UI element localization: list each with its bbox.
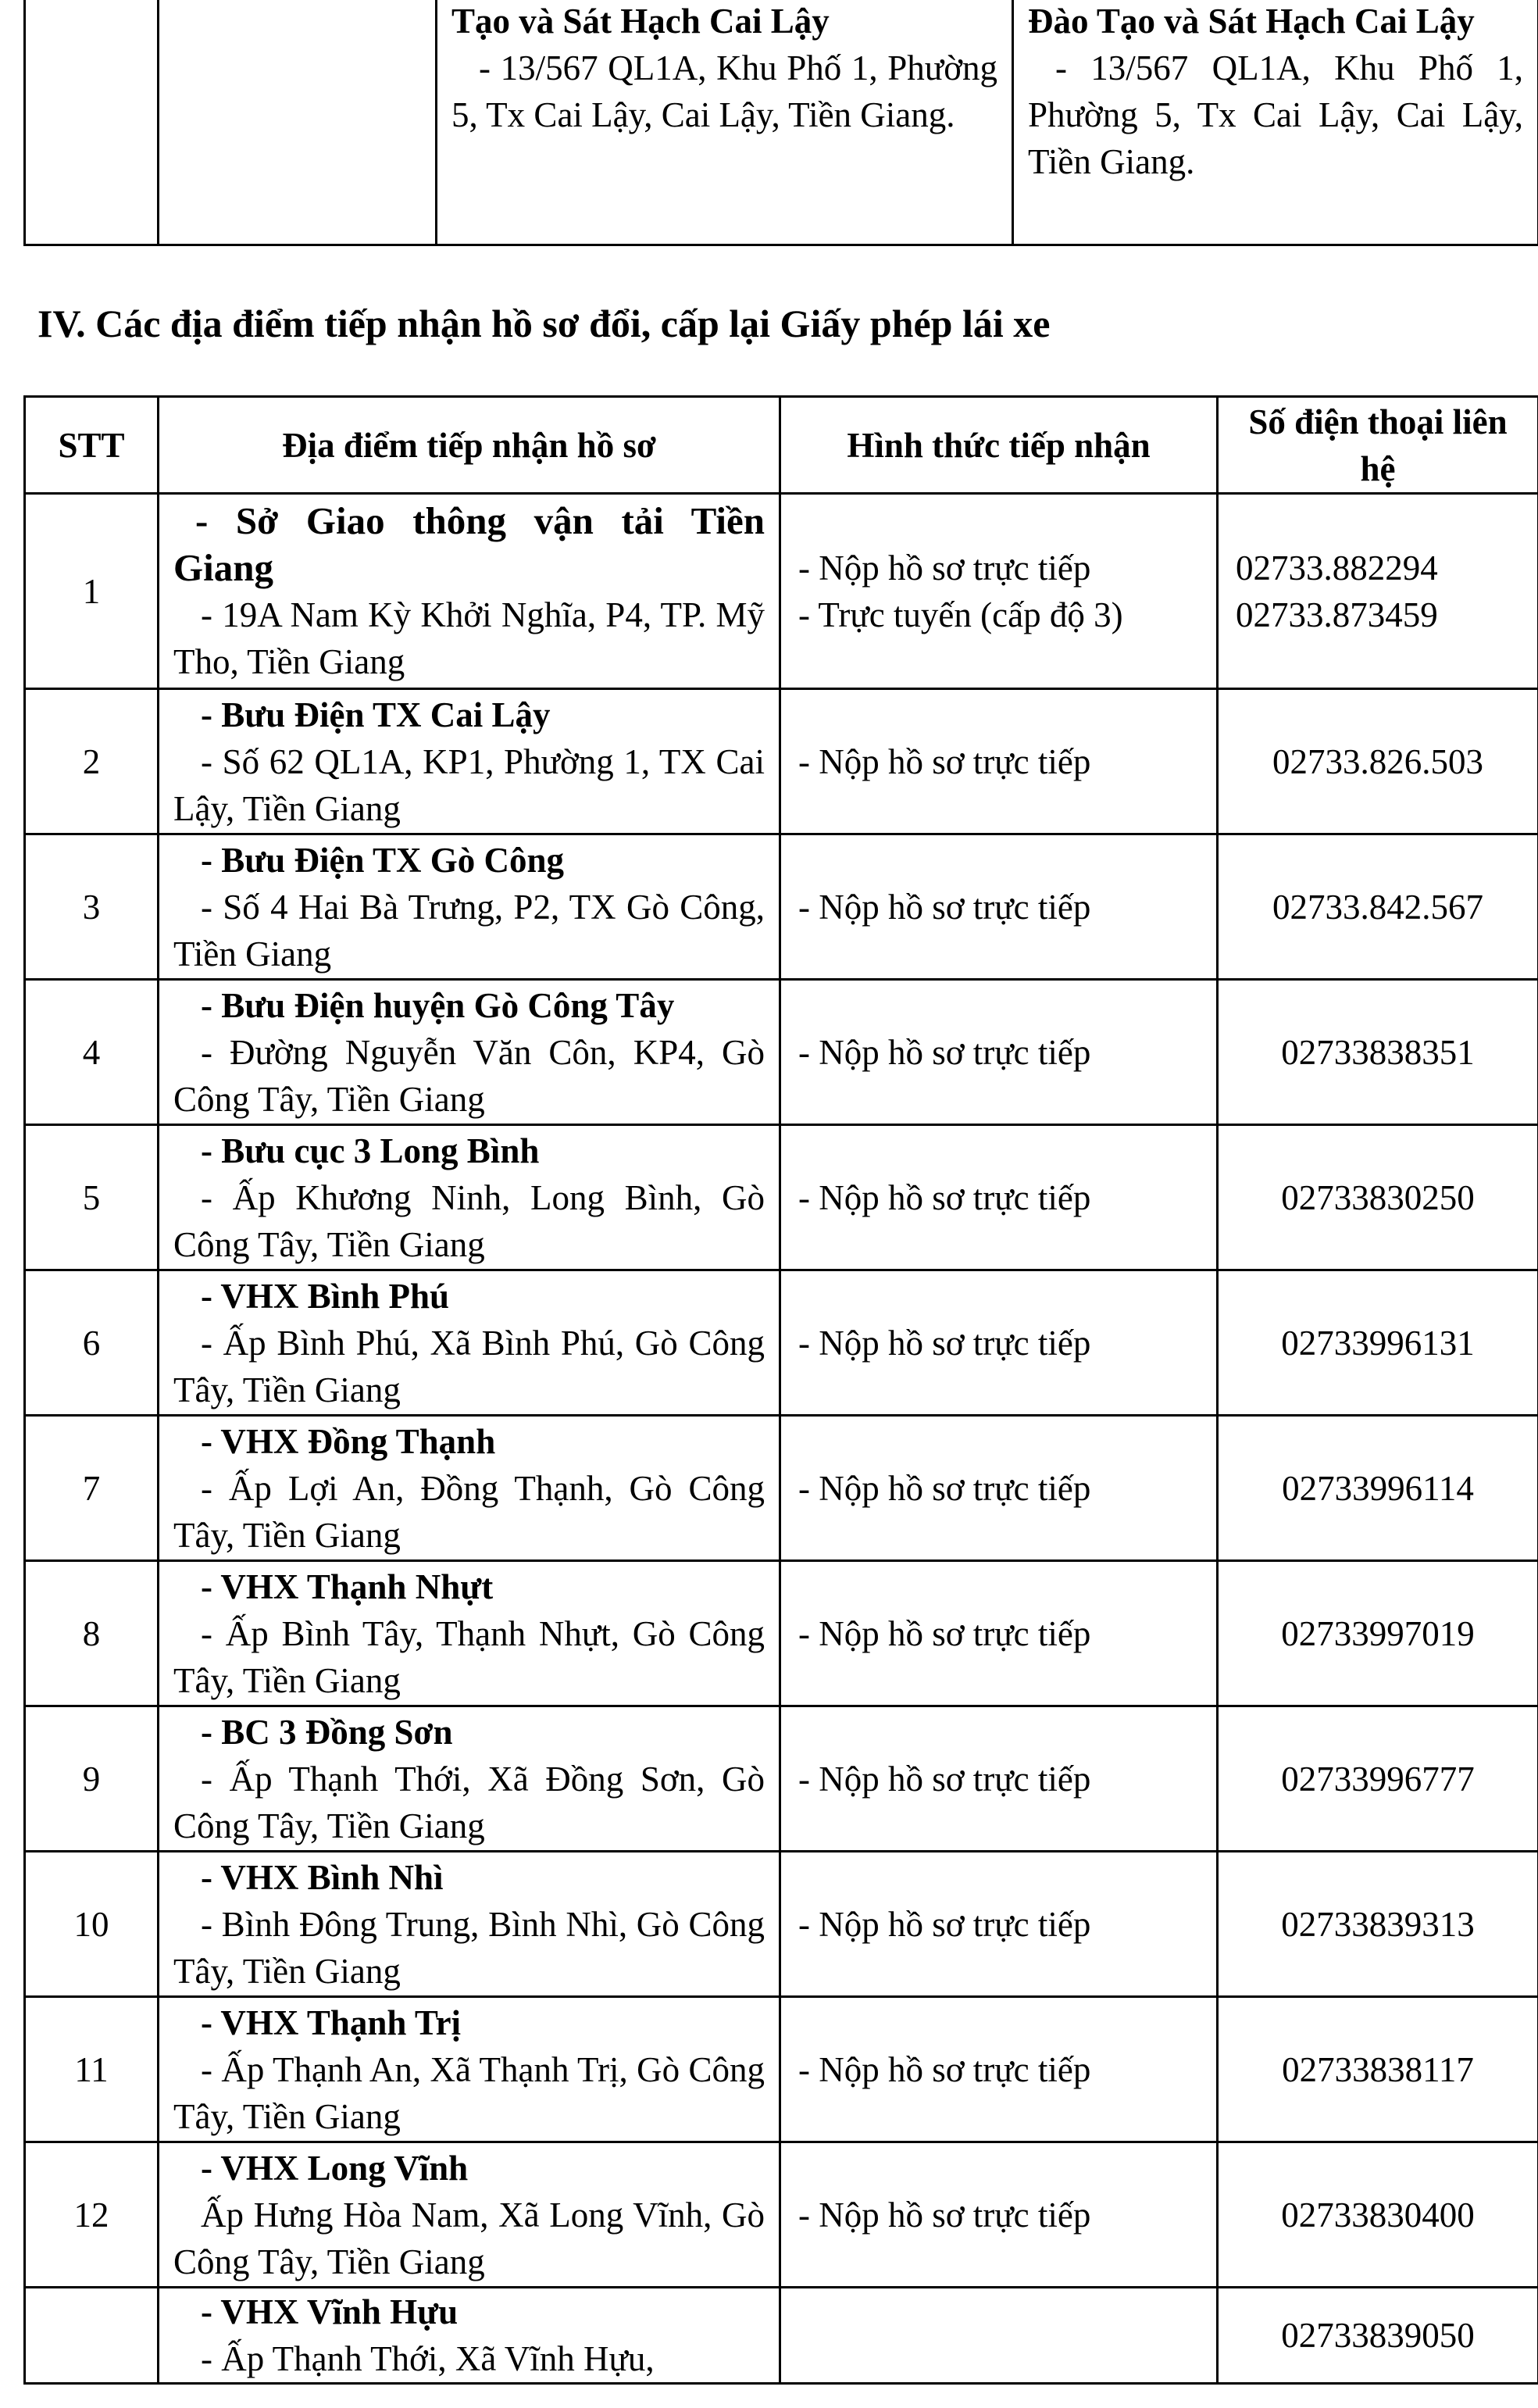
table-row — [25, 1706, 1538, 1852]
location-address: - Ấp Bình Phú, Xã Bình Phú, Gò Công Tây, Tiền Giang — [173, 1323, 765, 1409]
phone-number: 02733.882294 — [1236, 548, 1438, 588]
form-item: - Nộp hồ sơ trực tiếp — [798, 741, 1091, 781]
header-location: Địa điểm tiếp nhận hồ sơ — [159, 397, 780, 494]
cell-stt: 1 — [25, 494, 159, 689]
location-address: - Bình Đông Trung, Bình Nhì, Gò Công Tây, Tiền Giang — [173, 1904, 765, 1991]
location-name: - Bưu cục 3 Long Bình — [201, 1131, 540, 1170]
header-form: Hình thức tiếp nhận — [780, 397, 1218, 494]
table-row — [25, 1270, 1538, 1416]
cell-form — [780, 2142, 1218, 2288]
cell-stt: 9 — [25, 1706, 159, 1852]
phone-number: 02733838351 — [1281, 1032, 1475, 1072]
cell-form — [780, 494, 1218, 689]
cell-stt — [25, 2288, 159, 2384]
cell-location — [159, 2288, 780, 2384]
cell-phone — [1218, 1416, 1538, 1561]
cell-location — [159, 1270, 780, 1416]
cell-location — [159, 1125, 780, 1270]
cell-stt: 3 — [25, 834, 159, 980]
cell-location — [159, 1561, 780, 1706]
cell-phone — [1218, 834, 1538, 980]
form-item: - Nộp hồ sơ trực tiếp — [798, 1032, 1091, 1072]
header-stt: STT — [25, 397, 159, 494]
phone-number: 02733.842.567 — [1272, 887, 1483, 927]
location-name: - Bưu Điện TX Cai Lậy — [201, 695, 551, 734]
form-item: - Nộp hồ sơ trực tiếp — [798, 548, 1091, 588]
location-name: - VHX Thạnh Nhựt — [201, 1567, 494, 1606]
location-address: - Đường Nguyễn Văn Côn, KP4, Gò Công Tây, Tiền Giang — [173, 1032, 765, 1119]
cell-phone — [1218, 2288, 1538, 2384]
cell-phone — [1218, 2142, 1538, 2288]
cell-stt: 4 — [25, 980, 159, 1125]
cell-phone — [1218, 1270, 1538, 1416]
cell-phone — [1218, 689, 1538, 834]
header-phone: Số điện thoại liên hệ — [1218, 397, 1538, 494]
phone-number: 02733996777 — [1281, 1759, 1475, 1799]
prev-col3-title: Tạo và Sát Hạch Cai Lậy — [451, 2, 830, 41]
phone-number: 02733.873459 — [1236, 595, 1438, 634]
phone-number: 02733996114 — [1282, 1468, 1474, 1508]
phone-number: 02733996131 — [1281, 1323, 1475, 1363]
cell-location — [159, 1416, 780, 1561]
cell-location — [159, 689, 780, 834]
cell-form — [780, 1997, 1218, 2142]
location-name: - Bưu Điện TX Gò Công — [201, 840, 565, 880]
cell-phone — [1218, 1706, 1538, 1852]
cell-form — [780, 834, 1218, 980]
previous-table-fragment — [23, 0, 1538, 246]
table-row — [25, 1125, 1538, 1270]
cell-phone — [1218, 1997, 1538, 2142]
prev-col4-address: - 13/567 QL1A, Khu Phố 1, Phường 5, Tx Cai Lậy, Cai Lậy, Tiền Giang. — [1028, 48, 1523, 181]
table-row — [25, 980, 1538, 1125]
cell-phone — [1218, 980, 1538, 1125]
phone-number: 02733997019 — [1281, 1613, 1475, 1653]
prev-col4-title: Đào Tạo và Sát Hạch Cai Lậy — [1028, 2, 1475, 41]
form-item: - Nộp hồ sơ trực tiếp — [798, 1177, 1091, 1217]
form-item: - Nộp hồ sơ trực tiếp — [798, 1468, 1091, 1508]
cell-location — [159, 834, 780, 980]
cell-stt: 8 — [25, 1561, 159, 1706]
cell-form — [780, 1270, 1218, 1416]
cell-location — [159, 2142, 780, 2288]
location-address: - Ấp Thạnh An, Xã Thạnh Trị, Gò Công Tây, Tiền Giang — [173, 2049, 765, 2136]
phone-number: 02733838117 — [1282, 2049, 1474, 2089]
form-item: - Trực tuyến (cấp độ 3) — [798, 595, 1123, 634]
cell-stt: 7 — [25, 1416, 159, 1561]
table-row — [25, 689, 1538, 834]
locations-table — [23, 395, 1538, 2385]
cell-form — [780, 2288, 1218, 2384]
cell-stt: 6 — [25, 1270, 159, 1416]
cell-phone — [1218, 1561, 1538, 1706]
phone-number: 02733.826.503 — [1272, 741, 1483, 781]
cell-form — [780, 1416, 1218, 1561]
cell-phone — [1218, 494, 1538, 689]
form-item: - Nộp hồ sơ trực tiếp — [798, 1323, 1091, 1363]
location-address: - Ấp Thạnh Thới, Xã Đồng Sơn, Gò Công Tây, Tiền Giang — [173, 1759, 765, 1845]
location-name: - BC 3 Đồng Sơn — [201, 1712, 453, 1752]
form-item: - Nộp hồ sơ trực tiếp — [798, 1904, 1091, 1944]
prev-cell-col4 — [1013, 0, 1538, 245]
form-item: - Nộp hồ sơ trực tiếp — [798, 887, 1091, 927]
prev-cell-col3 — [437, 0, 1013, 245]
table-row — [25, 1997, 1538, 2142]
location-name: - VHX Đồng Thạnh — [201, 1421, 496, 1461]
location-name: - VHX Vĩnh Hựu — [201, 2292, 459, 2331]
prev-col3-address: - 13/567 QL1A, Khu Phố 1, Phường 5, Tx Cai Lậy, Cai Lậy, Tiền Giang. — [451, 48, 997, 134]
phone-number: 02733830400 — [1281, 2195, 1475, 2235]
table-row — [25, 2142, 1538, 2288]
prev-cell-stt — [25, 0, 159, 245]
table-row — [25, 494, 1538, 689]
table-row — [25, 1561, 1538, 1706]
cell-phone — [1218, 1125, 1538, 1270]
location-name: - VHX Long Vĩnh — [201, 2148, 469, 2188]
cell-location — [159, 980, 780, 1125]
cell-stt: 11 — [25, 1997, 159, 2142]
table-header-row — [25, 397, 1538, 494]
cell-form — [780, 1852, 1218, 1997]
location-name: - VHX Bình Nhì — [201, 1857, 444, 1897]
form-item: - Nộp hồ sơ trực tiếp — [798, 2049, 1091, 2089]
cell-form — [780, 689, 1218, 834]
phone-number: 02733830250 — [1281, 1177, 1475, 1217]
cell-location — [159, 494, 780, 689]
phone-number: 02733839313 — [1281, 1904, 1475, 1944]
form-item: - Nộp hồ sơ trực tiếp — [798, 1613, 1091, 1653]
cell-phone — [1218, 1852, 1538, 1997]
location-address: - Số 4 Hai Bà Trưng, P2, TX Gò Công, Tiền Giang — [173, 887, 765, 974]
table-row — [25, 1416, 1538, 1561]
phone-number: 02733839050 — [1281, 2316, 1475, 2355]
location-address: - Số 62 QL1A, KP1, Phường 1, TX Cai Lậy, Tiền Giang — [173, 741, 765, 828]
cell-stt: 12 — [25, 2142, 159, 2288]
form-item: - Nộp hồ sơ trực tiếp — [798, 2195, 1091, 2235]
location-address: - Ấp Bình Tây, Thạnh Nhựt, Gò Công Tây, Tiền Giang — [173, 1613, 765, 1700]
cell-form — [780, 1561, 1218, 1706]
cell-location — [159, 1997, 780, 2142]
location-address: - Ấp Thạnh Thới, Xã Vĩnh Hựu, — [201, 2339, 655, 2378]
cell-stt: 2 — [25, 689, 159, 834]
table-row — [25, 1852, 1538, 1997]
prev-cell-location — [159, 0, 437, 245]
location-address: Ấp Hưng Hòa Nam, Xã Long Vĩnh, Gò Công Tây, Tiền Giang — [173, 2195, 765, 2281]
cell-stt: 5 — [25, 1125, 159, 1270]
location-address: - Ấp Lợi An, Đồng Thạnh, Gò Công Tây, Tiền Giang — [173, 1468, 765, 1555]
location-address: - 19A Nam Kỳ Khởi Nghĩa, P4, TP. Mỹ Tho, Tiền Giang — [173, 595, 765, 681]
location-name: - Sở Giao thông vận tải Tiền Giang — [173, 498, 765, 589]
cell-stt: 10 — [25, 1852, 159, 1997]
cell-location — [159, 1852, 780, 1997]
location-name: - Bưu Điện huyện Gò Công Tây — [201, 985, 675, 1025]
location-name: - VHX Bình Phú — [201, 1276, 450, 1316]
cell-location — [159, 1706, 780, 1852]
form-item: - Nộp hồ sơ trực tiếp — [798, 1759, 1091, 1799]
table-row — [25, 834, 1538, 980]
cell-form — [780, 1706, 1218, 1852]
location-address: - Ấp Khương Ninh, Long Bình, Gò Công Tây, Tiền Giang — [173, 1177, 765, 1264]
section-heading: IV. Các địa điểm tiếp nhận hồ sơ đổi, cấp lại Giấy phép lái xe — [37, 302, 1051, 345]
location-name: - VHX Thạnh Trị — [201, 2002, 462, 2042]
cell-form — [780, 980, 1218, 1125]
cell-form — [780, 1125, 1218, 1270]
table-row-partial — [25, 2288, 1538, 2384]
